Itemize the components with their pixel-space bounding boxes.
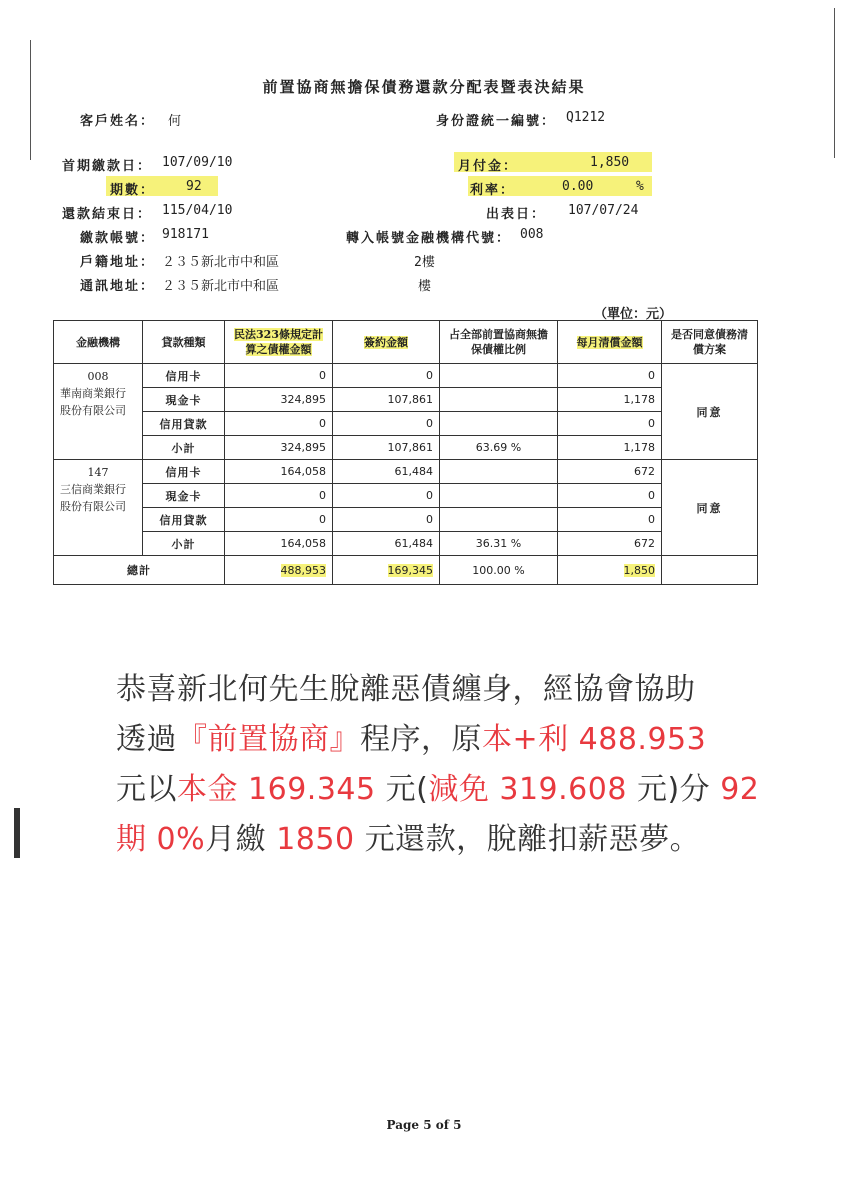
- scan-edge-left: [30, 40, 31, 160]
- msg-text: 元)分: [626, 772, 721, 807]
- contract-amount: 61,484: [333, 532, 440, 556]
- ratio: 63.69 %: [440, 436, 558, 460]
- claim-amount: 164,058: [225, 532, 333, 556]
- household-floor: 2樓: [414, 255, 435, 270]
- claim-amount: 164,058: [225, 460, 333, 484]
- loan-type: 信用貸款: [143, 412, 225, 436]
- end-date-label: 還款結束日：: [62, 207, 153, 222]
- ratio: [440, 508, 558, 532]
- rate-label: 利率：: [470, 183, 516, 198]
- table-row: [54, 508, 758, 532]
- bank-name: 三信商業銀行股份有限公司: [60, 483, 126, 513]
- contract-amount: 0: [333, 412, 440, 436]
- end-date: 115/04/10: [162, 203, 233, 218]
- transfer-label: 轉入帳號金融機構代號：: [346, 231, 512, 246]
- table-row: [54, 388, 758, 412]
- loan-type: 信用貸款: [143, 508, 225, 532]
- contract-amount: 0: [333, 484, 440, 508]
- mail-label: 通訊地址：: [80, 279, 156, 294]
- total-monthly: [558, 556, 662, 585]
- loan-type: 小計: [143, 436, 225, 460]
- bank-cell: [54, 364, 143, 460]
- periods-value: 92: [186, 179, 202, 194]
- msg-highlight: 本+利 488.953: [482, 722, 707, 757]
- monthly-amount: 0: [558, 508, 662, 532]
- message-line-4: [116, 814, 700, 858]
- header-loan-type: 貸款種類: [143, 321, 225, 364]
- loan-type: 信用卡: [143, 460, 225, 484]
- msg-text: 元還款，脫離扣薪惡夢。: [354, 822, 701, 857]
- ratio: [440, 484, 558, 508]
- message-line-2: [116, 714, 706, 758]
- table-row: [54, 364, 758, 388]
- loan-type: 現金卡: [143, 388, 225, 412]
- ratio: [440, 412, 558, 436]
- monthly-label: 月付金：: [458, 159, 519, 174]
- loan-type: 信用卡: [143, 364, 225, 388]
- header-institution: 金融機構: [54, 321, 143, 364]
- table-row: [54, 412, 758, 436]
- message-line-3: [116, 764, 759, 808]
- header-claim-text: 民法323條規定計算之債權金額: [234, 328, 323, 356]
- id-value: Q1212: [566, 110, 606, 125]
- header-contract: [333, 321, 440, 364]
- household-label: 戶籍地址：: [80, 255, 156, 270]
- header-claim: [225, 321, 333, 364]
- monthly-amount: 0: [558, 364, 662, 388]
- contract-amount: 0: [333, 508, 440, 532]
- msg-highlight: 減免 319.608: [428, 772, 627, 807]
- table-row: [54, 484, 758, 508]
- msg-text: 程序，原: [360, 722, 482, 757]
- header-agree: 是否同意債務清償方案: [662, 321, 758, 364]
- table-row-subtotal: [54, 436, 758, 460]
- id-label: 身份證統一編號：: [436, 114, 557, 129]
- msg-highlight: 『前置協商』: [177, 722, 360, 757]
- ratio: [440, 388, 558, 412]
- monthly-amount: 0: [558, 412, 662, 436]
- monthly-amount: 672: [558, 532, 662, 556]
- ratio: 36.31 %: [440, 532, 558, 556]
- client-name-label: 客戶姓名：: [80, 114, 156, 129]
- bank-name: 華南商業銀行股份有限公司: [60, 387, 126, 417]
- total-agree-empty: [662, 556, 758, 585]
- monthly-amount: 0: [558, 484, 662, 508]
- total-monthly-value: 1,850: [623, 563, 655, 577]
- household-address: ２３５新北市中和區: [162, 255, 280, 270]
- contract-amount: 107,861: [333, 388, 440, 412]
- monthly-amount: 672: [558, 460, 662, 484]
- issue-date-label: 出表日：: [486, 207, 547, 222]
- bank-code: 147: [87, 466, 109, 479]
- message-line-1: 恭喜新北何先生脫離惡債纏身，經協會協助: [116, 672, 696, 707]
- ratio: [440, 364, 558, 388]
- msg-highlight: 本金 169.345: [177, 772, 376, 807]
- first-payment-label: 首期繳款日：: [62, 159, 153, 174]
- total-ratio: 100.00 %: [440, 556, 558, 585]
- total-contract-value: 169,345: [387, 563, 433, 577]
- msg-text: 月繳: [205, 822, 277, 857]
- total-contract: [333, 556, 440, 585]
- monthly-value: 1,850: [590, 155, 630, 170]
- unit-label: （單位：元）: [594, 307, 673, 322]
- allocation-table: [53, 320, 758, 585]
- table-header-row: [54, 321, 758, 364]
- total-label: 總計: [54, 556, 225, 585]
- msg-highlight: 92: [720, 772, 760, 807]
- contract-amount: 61,484: [333, 460, 440, 484]
- bank-code: 008: [87, 370, 109, 383]
- document-title: 前置協商無擔保債務還款分配表暨表決結果: [262, 78, 586, 96]
- msg-highlight: 1850: [276, 822, 355, 857]
- monthly-amount: 1,178: [558, 388, 662, 412]
- total-claim: [225, 556, 333, 585]
- mail-address: ２３５新北市中和區: [162, 279, 280, 294]
- mail-floor: 樓: [418, 279, 432, 294]
- contract-amount: 0: [333, 364, 440, 388]
- claim-amount: 324,895: [225, 388, 333, 412]
- loan-type: 小計: [143, 532, 225, 556]
- loan-type: 現金卡: [143, 484, 225, 508]
- header-contract-text: 簽約金額: [364, 335, 408, 349]
- table-row-total: [54, 556, 758, 585]
- rate-value: 0.00: [562, 179, 594, 194]
- claim-amount: 0: [225, 412, 333, 436]
- scan-mark: [14, 808, 20, 858]
- contract-amount: 107,861: [333, 436, 440, 460]
- claim-amount: 0: [225, 364, 333, 388]
- total-claim-value: 488,953: [280, 563, 326, 577]
- msg-highlight: 期 0%: [116, 822, 206, 857]
- msg-text: 元以: [116, 772, 177, 807]
- monthly-amount: 1,178: [558, 436, 662, 460]
- rate-unit: %: [636, 179, 644, 194]
- claim-amount: 0: [225, 508, 333, 532]
- bank-cell: [54, 460, 143, 556]
- claim-amount: 324,895: [225, 436, 333, 460]
- account-label: 繳款帳號：: [80, 231, 156, 246]
- header-monthly: [558, 321, 662, 364]
- issue-date: 107/07/24: [568, 203, 639, 218]
- claim-amount: 0: [225, 484, 333, 508]
- table-row-subtotal: [54, 532, 758, 556]
- client-name: 何: [168, 114, 182, 129]
- page-footer: Page 5 of 5: [386, 1118, 462, 1132]
- transfer-code: 008: [520, 227, 544, 242]
- agree-status: 同意: [662, 364, 758, 460]
- agree-status: 同意: [662, 460, 758, 556]
- account-value: 918171: [162, 227, 209, 242]
- ratio: [440, 460, 558, 484]
- table-row: [54, 460, 758, 484]
- msg-text: 元(: [375, 772, 429, 807]
- header-ratio: 占全部前置協商無擔保債權比例: [440, 321, 558, 364]
- periods-label: 期數：: [110, 183, 156, 198]
- msg-text: 透過: [116, 722, 177, 757]
- first-payment: 107/09/10: [162, 155, 233, 170]
- header-monthly-text: 每月清償金額: [576, 335, 643, 349]
